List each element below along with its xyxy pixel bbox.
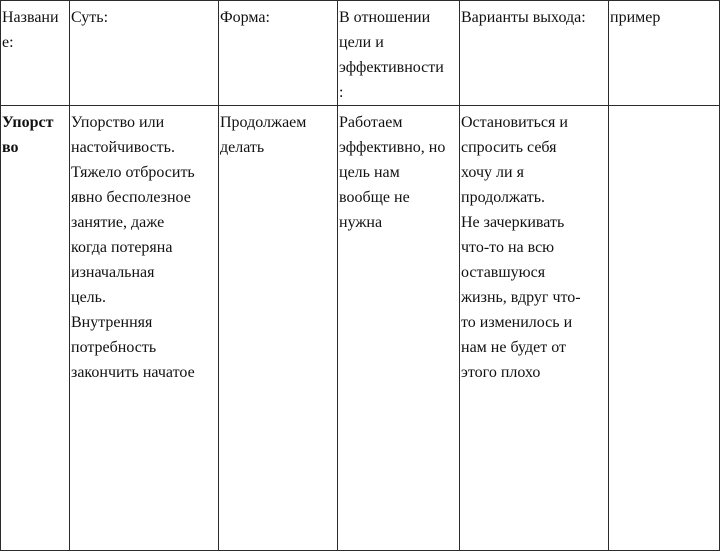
cell-line: когда потеряна [71, 239, 173, 256]
cell-line: Внутренняя [71, 314, 153, 331]
cell-line: нам не будет от [461, 339, 566, 356]
cell-line: делать [220, 139, 265, 156]
header-cell-example [609, 1, 720, 106]
cell-line: хочу ли я [461, 164, 524, 181]
cell-name [1, 106, 70, 551]
cell-line: этого плохо [461, 364, 541, 381]
cell-line: нужна [339, 214, 383, 231]
cell-line: что-то на всю [461, 239, 555, 256]
cell-line: изначальная [71, 264, 155, 281]
cell-line: продолжать. [461, 189, 546, 206]
cell-line: то изменилось и [461, 314, 573, 331]
cell-line: во [2, 139, 19, 156]
header-cell-form [219, 1, 338, 106]
cell-line: Упорст [2, 114, 54, 131]
header-line: эффективности [339, 59, 444, 76]
header-cell-relation [338, 1, 460, 106]
cell-line: Не зачеркивать [461, 214, 565, 231]
cell-line: эффективно, но [339, 139, 446, 156]
cell-line: спросить себя [461, 139, 557, 156]
cell-line: настойчивость. [71, 139, 175, 156]
header-line: Суть: [71, 9, 109, 26]
cell-line: Остановиться и [461, 114, 568, 131]
header-line: цели и [339, 34, 384, 51]
header-line: : [339, 84, 344, 101]
header-line: пример [610, 9, 661, 26]
cell-line: Тяжело отбросить [71, 164, 195, 181]
cell-line: закончить начатое [71, 364, 195, 381]
cell-example [609, 106, 720, 551]
cell-essence [70, 106, 219, 551]
cell-line: явно бесполезное [71, 189, 191, 206]
header-line: Варианты выхода: [461, 9, 586, 26]
header-cell-name [1, 1, 70, 106]
header-line: В отношении [339, 9, 431, 26]
cell-exit [460, 106, 609, 551]
cell-line: вообще не [339, 189, 410, 206]
cell-line: Работаем [339, 114, 403, 131]
cell-line: цель. [71, 289, 106, 306]
cell-line: Упорство или [71, 114, 165, 131]
table-header-row [1, 1, 720, 106]
cell-line: оставшуюся [461, 264, 546, 281]
header-line: Названи [2, 9, 59, 26]
header-cell-exit [460, 1, 609, 106]
cell-line: цель нам [339, 164, 400, 181]
cell-form [219, 106, 338, 551]
header-line: Форма: [220, 9, 270, 26]
table-row [1, 106, 720, 551]
cell-line: потребность [71, 339, 157, 356]
cell-line: занятие, даже [71, 214, 165, 231]
header-line: е: [2, 34, 14, 51]
cell-line: жизнь, вдруг что- [461, 289, 581, 306]
header-cell-essence [70, 1, 219, 106]
cell-line: Продолжаем [220, 114, 307, 131]
cell-relation [338, 106, 460, 551]
